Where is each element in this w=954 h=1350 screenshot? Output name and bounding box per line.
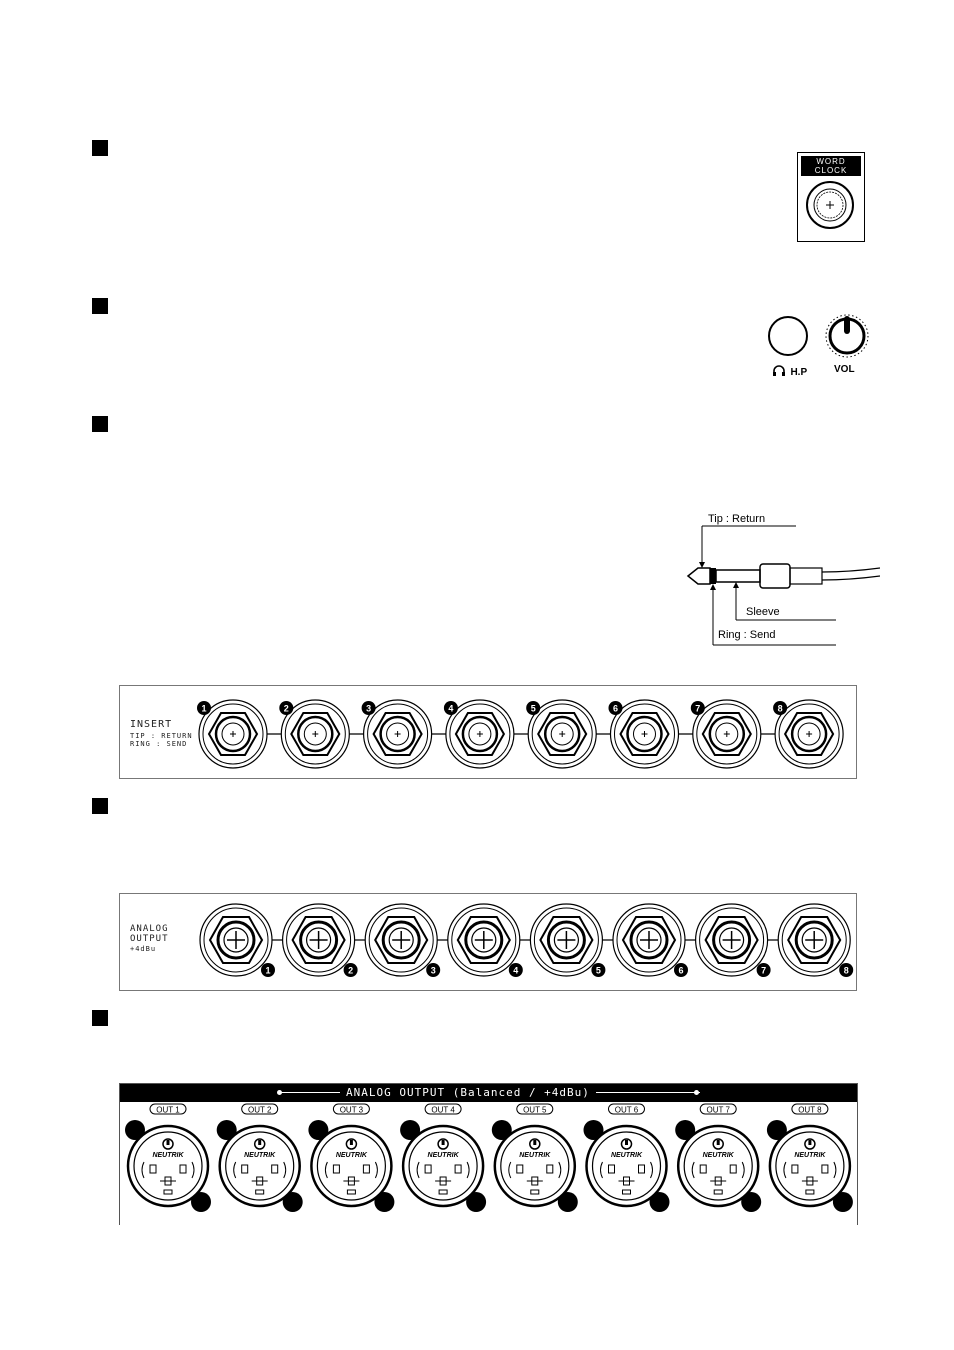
neutrik-logo: NEUTRIK [702,1152,734,1159]
volume-knob-icon[interactable] [820,308,874,362]
xlr-output-label: OUT 1 [156,1105,180,1115]
insert-panel [119,685,857,779]
xlr-output-label: OUT 7 [706,1105,730,1115]
xlr-output-3[interactable] [308,1104,394,1212]
section-bullet-5 [92,1010,108,1026]
section-bullet-3 [92,416,108,432]
analog-title-line1: ANALOG [130,924,169,934]
insert-line2: RING : SEND [130,740,188,748]
xlr-output-label: OUT 5 [523,1105,547,1115]
xlr-output-4[interactable] [400,1104,486,1212]
xlr-output-6[interactable] [584,1104,670,1212]
analog-number-label: 6 [678,965,684,976]
insert-number-label: 8 [777,703,783,714]
neutrik-logo: NEUTRIK [244,1152,276,1159]
section-bullet-1 [92,140,108,156]
headphone-label-group [772,362,807,376]
insert-jack-3[interactable] [362,700,432,768]
neutrik-logo: NEUTRIK [610,1152,643,1159]
section-bullet-4 [92,798,108,814]
xlr-output-label: OUT 8 [798,1105,822,1115]
xlr-header-title: ANALOG OUTPUT (Balanced / +4dBu) [340,1086,596,1099]
neutrik-logo: NEUTRIK [335,1152,367,1159]
analog-output-jack-4[interactable] [448,904,523,977]
analog-output-jacks [120,894,856,990]
headphone-jack-icon [766,314,812,360]
xlr-output-label: OUT 4 [431,1105,455,1115]
xlr-header-bar [120,1084,857,1102]
analog-output-jack-2[interactable] [283,904,358,977]
insert-number-label: 6 [612,703,619,714]
analog-output-jack-6[interactable] [613,904,688,977]
xlr-output-2[interactable] [217,1104,303,1212]
vol-label: VOL [834,364,855,375]
tip-label: Tip : Return [708,513,766,525]
headphones-icon [772,365,786,377]
bnc-jack-icon [798,179,864,241]
analog-number-label: 4 [513,965,519,976]
analog-output-jack-5[interactable] [530,904,605,977]
insert-number-label: 2 [283,703,289,714]
xlr-output-label: OUT 6 [614,1105,639,1115]
neutrik-logo: NEUTRIK [794,1152,826,1159]
hp-label: H.P [790,367,808,378]
neutrik-logo: NEUTRIK [152,1152,184,1159]
insert-jack-4[interactable] [444,700,514,768]
xlr-output-7[interactable] [675,1104,761,1212]
analog-number-label: 3 [430,965,436,976]
insert-jack-1[interactable] [197,700,267,768]
ring-label: Ring : Send [718,629,776,641]
xlr-output-8[interactable] [767,1104,853,1212]
analog-output-jack-1[interactable] [200,904,275,977]
insert-number-label: 4 [448,703,454,714]
analog-number-label: 8 [843,965,849,976]
insert-jacks [120,686,856,778]
word-clock-connector [797,152,865,242]
analog-output-jack-3[interactable] [365,904,440,977]
insert-title: INSERT [130,719,173,730]
insert-jack-8[interactable] [773,700,843,768]
word-clock-label [801,156,861,176]
xlr-connectors [120,1102,857,1225]
insert-number-label: 3 [366,703,372,714]
analog-number-label: 7 [761,965,767,976]
xlr-output-1[interactable] [125,1104,211,1212]
analog-output-panel [119,893,857,991]
insert-jack-7[interactable] [691,700,761,768]
analog-output-jack-7[interactable] [696,904,771,977]
insert-jack-5[interactable] [526,700,596,768]
analog-number-label: 5 [595,965,601,976]
analog-title-line3: +4dBu [130,945,157,953]
insert-jack-6[interactable] [609,700,679,768]
analog-number-label: 1 [265,965,271,976]
analog-output-jack-8[interactable] [778,904,853,977]
insert-line1: TIP : RETURN [130,732,193,740]
trs-plug-diagram [680,510,880,650]
insert-number-label: 5 [530,703,536,714]
analog-title-line2: OUTPUT [130,934,169,944]
word-clock-label-line1: WORD [816,157,846,166]
xlr-output-label: OUT 2 [247,1105,272,1115]
xlr-panel [119,1083,858,1225]
word-clock-label-line2: CLOCK [814,166,848,175]
xlr-output-label: OUT 3 [339,1105,364,1115]
section-bullet-2 [92,298,108,314]
insert-number-label: 7 [695,703,701,714]
insert-jack-2[interactable] [279,700,349,768]
neutrik-logo: NEUTRIK [427,1152,459,1159]
xlr-output-5[interactable] [492,1104,578,1212]
sleeve-label: Sleeve [746,606,780,618]
neutrik-logo: NEUTRIK [519,1152,551,1159]
insert-number-label: 1 [201,703,207,714]
analog-number-label: 2 [348,965,354,976]
